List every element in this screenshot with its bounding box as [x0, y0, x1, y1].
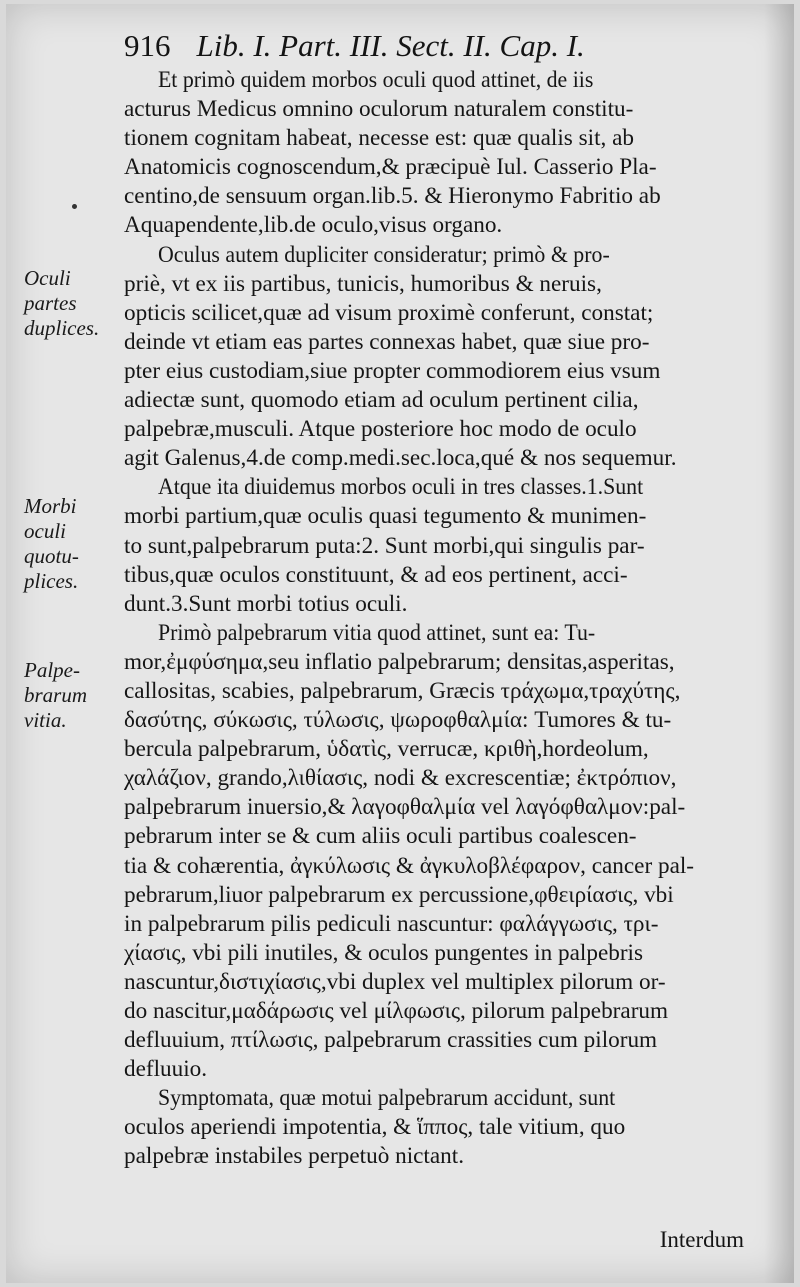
margin-note-oculi-partes	[24, 266, 124, 341]
page-edge-shadow	[764, 4, 794, 1283]
margin-note-line: vitia.	[24, 708, 67, 732]
text-line: pter eius custodiam,siue propter commodiorem eius vsum	[124, 357, 661, 384]
text-line: tionem cognitam habeat, necesse est: quæ qualis sit, ab	[124, 125, 635, 152]
margin-note-line: quotu-	[24, 544, 79, 568]
margin-note-line: oculi	[24, 519, 66, 543]
text-line: callositas, scabies, palpebrarum, Græcis τράχωμα,τραχύτης,	[124, 677, 681, 704]
text-line: dunt.3.Sunt morbi totius oculi.	[124, 590, 408, 617]
text-line: pebrarum,liuor palpebrarum ex percussione,φθειρίασις, vbi	[124, 881, 674, 908]
text-line: in palpebrarum pilis pediculi nascuntur: φαλάγγωσις, τρι-	[124, 910, 659, 937]
margin-note-palpebrarum-vitia	[24, 658, 124, 733]
text-line: tia & cohærentia, ἀγκύλωσις & ἀγκυλοβλέφαρον, cancer pal-	[124, 852, 695, 879]
margin-note-line: duplices.	[24, 316, 100, 340]
main-text	[124, 66, 756, 1172]
text-line: Atque ita diuidemus morbos oculi in tres classes.1.Sunt	[157, 474, 644, 501]
text-line: defluuium, πτίλωσις, palpebrarum crassities cum pilorum	[124, 1027, 658, 1054]
text-line: oculos aperiendi impotentia, & ἵππος, tale vitium, quo	[124, 1114, 626, 1141]
text-line: deinde vt etiam eas partes connexas habet, quæ siue pro-	[124, 328, 650, 355]
text-line: bercula palpebrarum, ὑδατὶς, verrucæ, κριθὴ,hordeolum,	[124, 736, 649, 763]
text-line: Et primò quidem morbos oculi quod attinet, de iis	[157, 67, 594, 93]
running-header	[124, 28, 744, 68]
text-line: agit Galenus,4.de comp.medi.sec.loca,qué & nos sequemur.	[124, 445, 677, 472]
paragraph-3	[124, 473, 756, 618]
text-line: opticis scilicet,quæ ad visum proximè conferunt, constat;	[124, 299, 654, 326]
text-line: acturus Medicus omnino oculorum naturalem constitu-	[124, 96, 634, 123]
text-line: centino,de sensuum organ.lib.5. & Hieronymo Fabritio ab	[124, 183, 661, 210]
text-line: to sunt,palpebrarum puta:2. Sunt morbi,qui singulis par-	[124, 532, 645, 559]
text-line: Primò palpebrarum vitia quod attinet, sunt ea: Tu-	[157, 619, 596, 646]
text-line: Anatomicis cognoscendum,& præcipuè Iul. Casserio Pla-	[124, 154, 657, 181]
margin-note-morbi-oculi	[24, 494, 124, 594]
text-line: Oculus autem dupliciter consideratur; primò & pro-	[157, 241, 610, 268]
text-line: tibus,quæ oculos constituunt, & ad eos pertinent, acci-	[124, 561, 628, 588]
margin-note-line: Morbi	[24, 494, 77, 518]
text-line: adiectæ sunt, quomodo etiam ad oculum pertinent cilia,	[124, 387, 639, 414]
margin-note-line: plices.	[24, 569, 79, 593]
running-title: Lib. I. Part. III. Sect. II. Cap. I.	[196, 28, 585, 63]
catchword: Interdum	[659, 1227, 744, 1252]
book-page	[6, 4, 794, 1283]
text-line: Symptomata, quæ motui palpebrarum accidunt, sunt	[157, 1085, 616, 1112]
text-line: nascuntur,διστιχίασις,vbi duplex vel multiplex pilorum or-	[124, 968, 666, 995]
text-line: χαλάζιον, grando,λιθίασις, nodi & excrescentiæ; ἐκτρόπιον,	[124, 765, 677, 792]
text-line: morbi partium,quæ oculis quasi tegumento & munimen-	[124, 503, 647, 530]
page-number: 916	[124, 28, 171, 63]
paragraph-5	[124, 1084, 756, 1171]
paragraph-2	[124, 241, 756, 474]
paragraph-4	[124, 619, 756, 1085]
margin-mark	[72, 204, 77, 209]
text-line: do nascitur,μαδάρωσις vel μίλφωσις, pilorum palpebrarum	[124, 998, 669, 1024]
text-line: Aquapendente,lib.de oculo,visus organo.	[124, 212, 503, 239]
text-line: δασύτης, σύκωσις, τύλωσις, ψωροφθαλμία: Tumores & tu-	[124, 707, 672, 734]
margin-note-line: partes	[24, 291, 77, 315]
text-line: palpebræ,musculi. Atque posteriore hoc modo de oculo	[124, 416, 637, 443]
text-line: pebrarum inter se & cum aliis oculi partibus coalescen-	[124, 823, 637, 850]
margin-note-line: Palpe-	[24, 658, 80, 682]
text-line: χίασις, vbi pili inutiles, & oculos pungentes in palpebris	[124, 939, 644, 966]
text-line: palpebrarum inuersio,& λαγοφθαλμία vel λαγόφθαλμον:pal-	[124, 794, 686, 821]
text-line: priè, vt ex iis partibus, tunicis, humoribus & neruis,	[124, 270, 602, 297]
margin-note-line: brarum	[24, 683, 88, 707]
text-line: palpebræ instabiles perpetuò nictant.	[124, 1143, 464, 1170]
paragraph-1	[124, 66, 756, 241]
margin-note-line: Oculi	[24, 266, 71, 290]
text-line: mor,ἐμφύσημα,seu inflatio palpebrarum; densitas,asperitas,	[124, 648, 675, 675]
text-line: defluuio.	[124, 1056, 208, 1083]
